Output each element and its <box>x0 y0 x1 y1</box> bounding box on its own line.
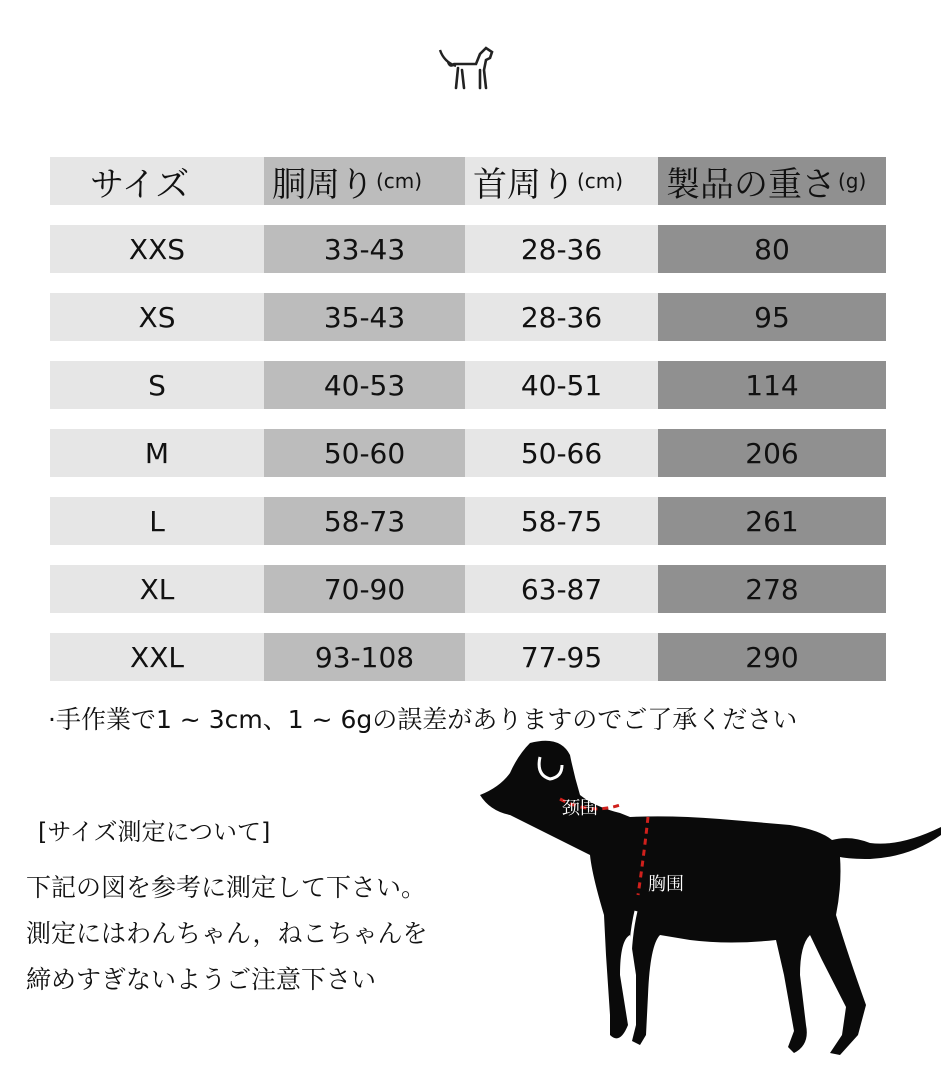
cell-weight: 261 <box>658 497 886 545</box>
header-size: サイズ <box>50 157 264 205</box>
table-row <box>50 565 886 613</box>
cell-chest: 40-53 <box>264 361 465 409</box>
neck-label: 颈围 <box>562 798 598 819</box>
cell-chest: 50-60 <box>264 429 465 477</box>
table-row <box>50 361 886 409</box>
cell-neck: 40-51 <box>465 361 658 409</box>
dog-measurement-diagram <box>470 735 941 1069</box>
cell-weight: 206 <box>658 429 886 477</box>
header-neck: 首周り (cm) <box>465 157 658 205</box>
table-row <box>50 225 886 273</box>
cell-neck: 50-66 <box>465 429 658 477</box>
cell-size: M <box>50 429 264 477</box>
cell-chest: 35-43 <box>264 293 465 341</box>
cell-weight: 80 <box>658 225 886 273</box>
cell-chest: 33-43 <box>264 225 465 273</box>
cell-neck: 63-87 <box>465 565 658 613</box>
dog-silhouette-icon <box>480 741 941 1055</box>
cell-chest: 70-90 <box>264 565 465 613</box>
measurement-line: 測定にはわんちゃん，ねこちゃんを <box>26 919 428 948</box>
header-chest: 胴周り (cm) <box>264 157 465 205</box>
cell-size: S <box>50 361 264 409</box>
cell-chest: 58-73 <box>264 497 465 545</box>
cell-size: XS <box>50 293 264 341</box>
measurement-heading: [サイズ測定について] <box>38 818 271 846</box>
measurement-line: 締めすぎないようご注意下さい <box>26 965 377 994</box>
cell-neck: 58-75 <box>465 497 658 545</box>
cell-weight: 290 <box>658 633 886 681</box>
cell-weight: 95 <box>658 293 886 341</box>
dog-walking-logo-icon <box>436 40 498 94</box>
table-row <box>50 497 886 545</box>
size-table-header <box>50 157 886 205</box>
cell-neck: 28-36 <box>465 225 658 273</box>
table-row <box>50 293 886 341</box>
cell-size: XXS <box>50 225 264 273</box>
measurement-line: 下記の図を参考に測定して下さい。 <box>26 873 427 902</box>
cell-size: L <box>50 497 264 545</box>
tolerance-note: ·手作業で1 ~ 3cm、1 ~ 6gの誤差がありますのでご了承ください <box>48 705 798 734</box>
cell-size: XL <box>50 565 264 613</box>
table-row <box>50 429 886 477</box>
cell-weight: 278 <box>658 565 886 613</box>
chest-label: 胸围 <box>648 874 684 895</box>
cell-weight: 114 <box>658 361 886 409</box>
cell-chest: 93-108 <box>264 633 465 681</box>
header-weight: 製品の重さ (g) <box>658 157 886 205</box>
cell-neck: 77-95 <box>465 633 658 681</box>
cell-size: XXL <box>50 633 264 681</box>
table-row <box>50 633 886 681</box>
cell-neck: 28-36 <box>465 293 658 341</box>
